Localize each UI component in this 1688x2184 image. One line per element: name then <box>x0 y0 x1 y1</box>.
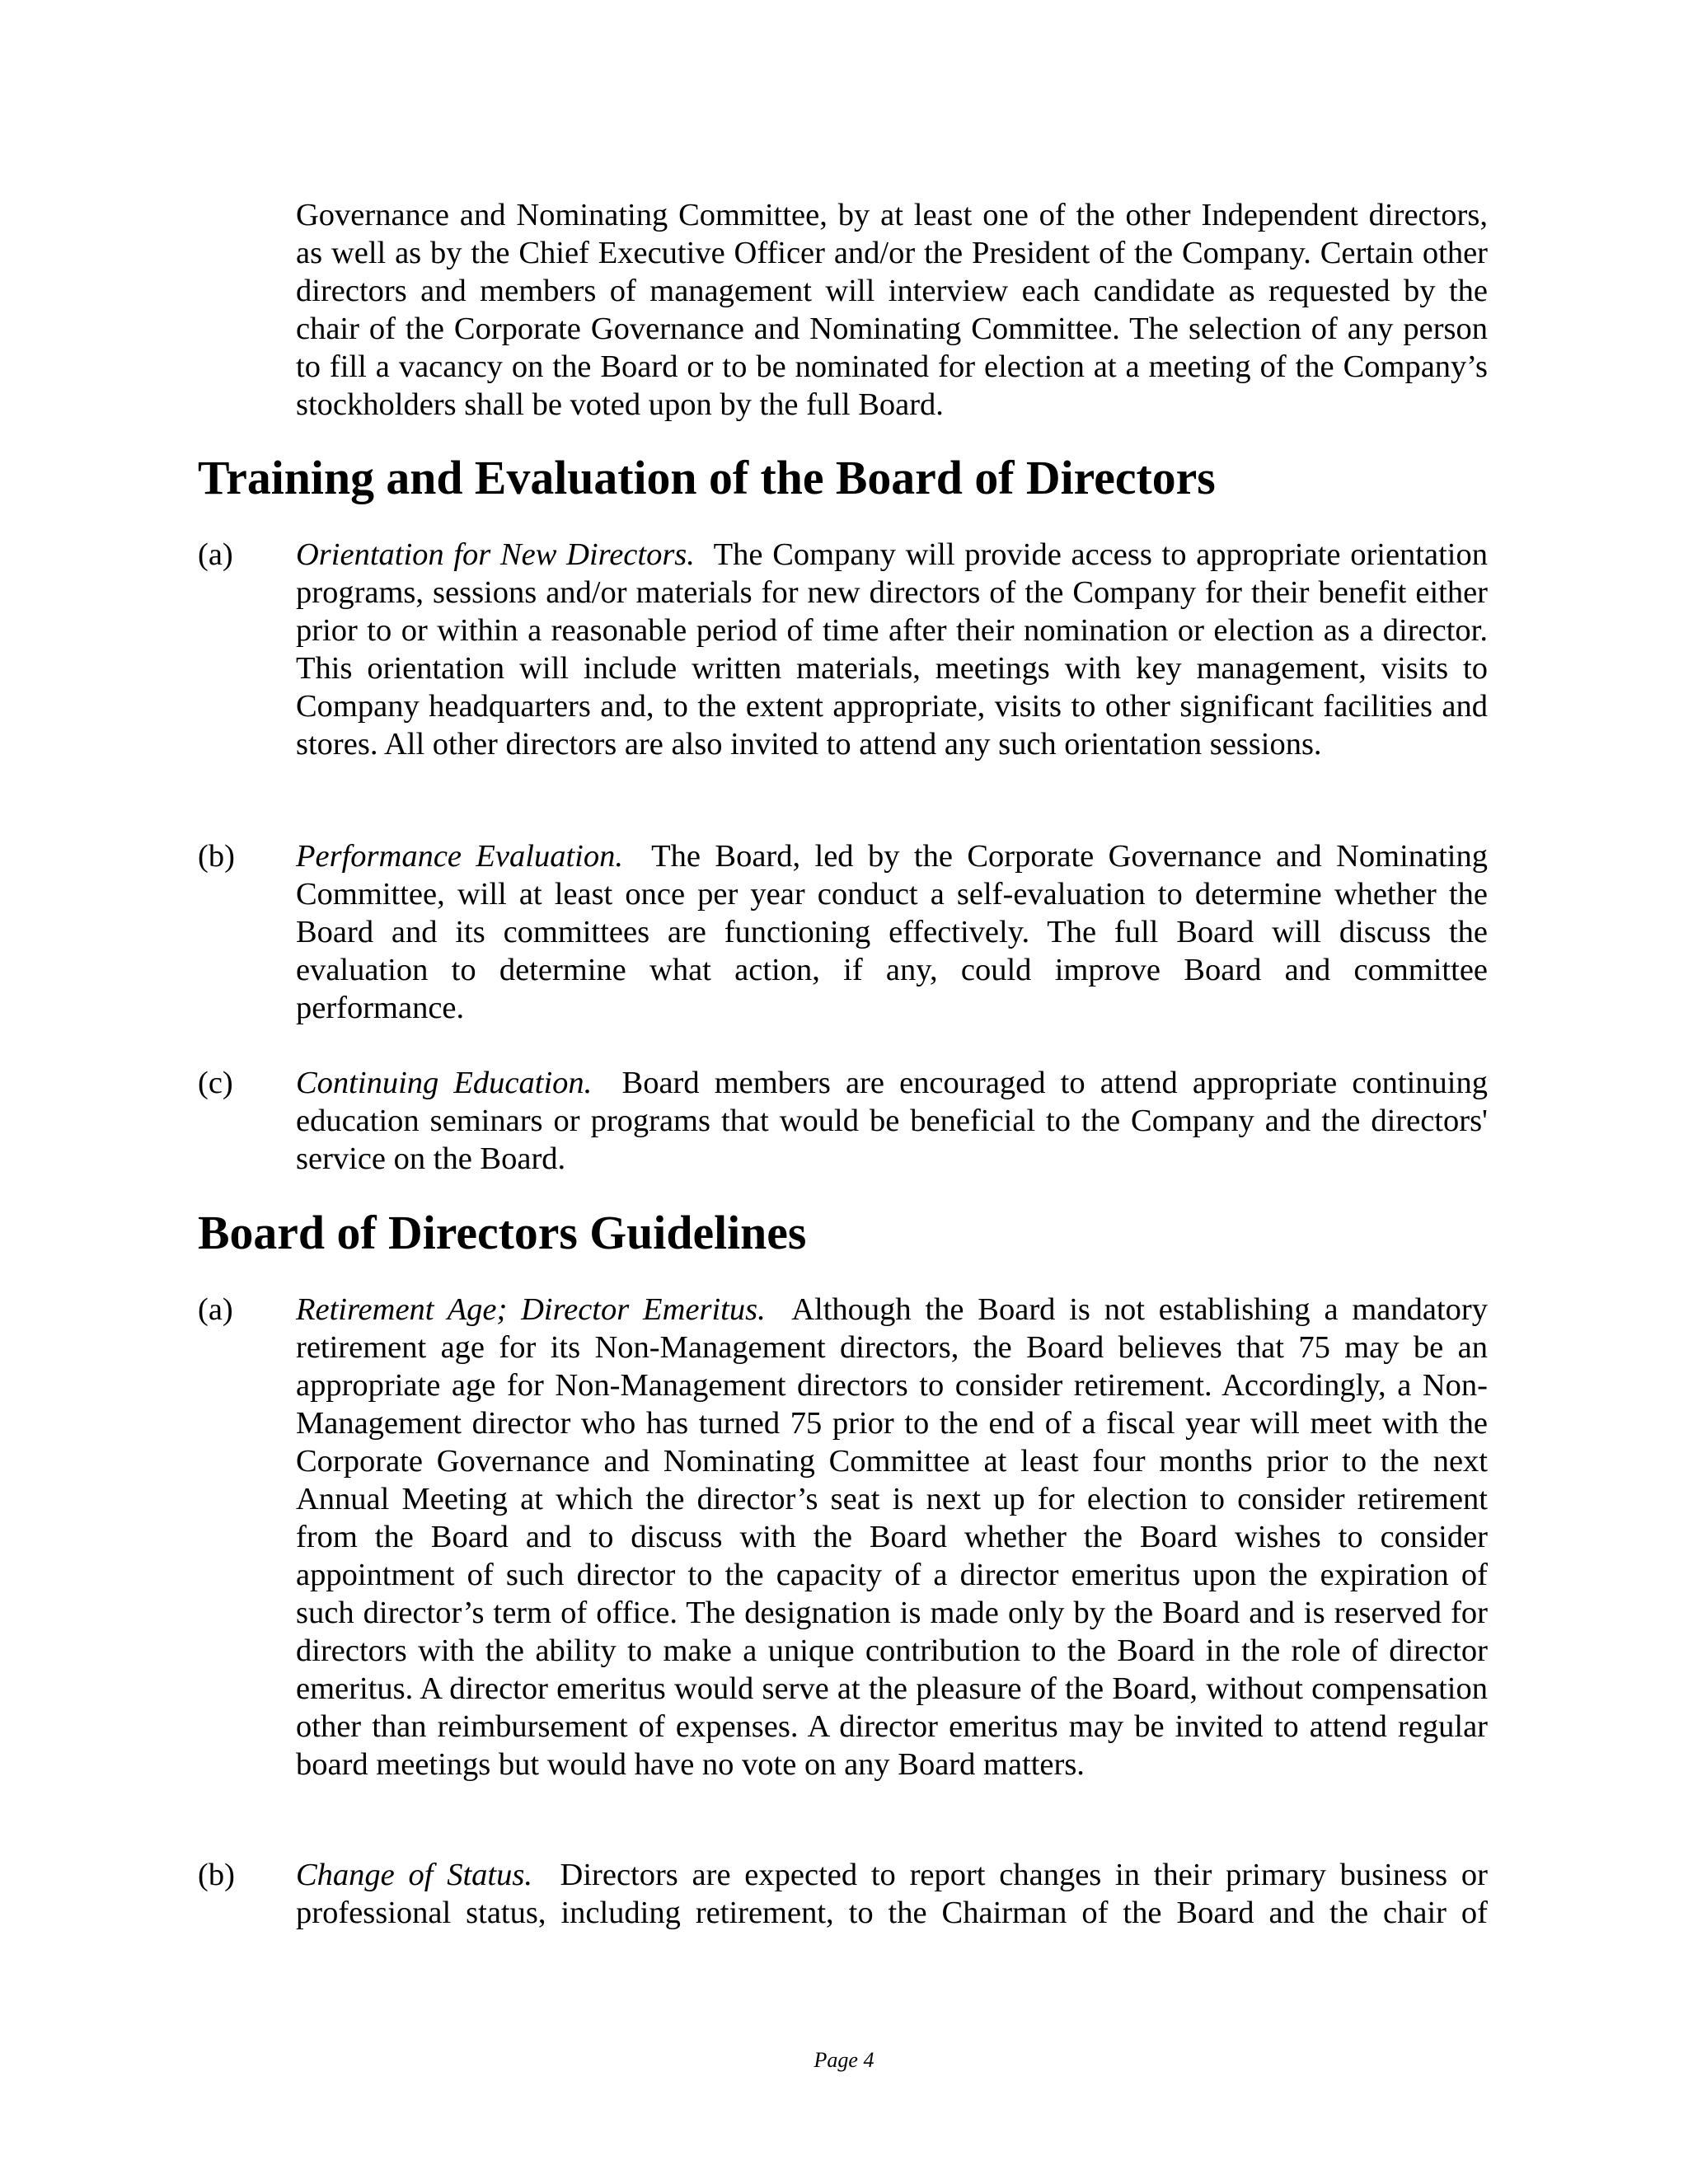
item-text: Although the Board is not establishing a mandatory retirement age for its Non-Management directors, the Board believes that 75 may be an appropriate age for Non-Management directors to consider retirement. Accordingly, a Non-Management director who has turned 75 prior to the end of a fiscal year will meet with the Corporate Governance and Nominating Committee at least four months prior to the next Annual Meeting at which the director’s seat is next up for election to consider retirement from the Board and to discuss with the Board whether the Board wishes to consider appointment of such director to the capacity of a director emeritus upon the expiration of such director’s term of office. The designation is made only by the Board and is reserved for directors with the ability to make a unique contribution to the Board in the role of director emeritus. A director emeritus would serve at the pleasure of the Board, without compensation other than reimbursement of expenses. A director emeritus may be invited to attend regular board meetings but would have no vote on any Board matters. <box>296 1292 1488 1782</box>
list-marker: (b) <box>198 839 235 874</box>
list-item-body <box>296 536 1488 763</box>
list-marker: (c) <box>198 1066 233 1100</box>
list-marker: (a) <box>198 537 233 572</box>
item-title: Orientation for New Directors. <box>296 537 695 572</box>
item-title: Change of Status. <box>296 1858 532 1892</box>
item-title: Continuing Education. <box>296 1066 593 1100</box>
section-heading-training: Training and Evaluation of the Board of Directors <box>198 452 1216 504</box>
item-title: Performance Evaluation. <box>296 839 623 874</box>
page-number: Page 4 <box>814 2048 874 2072</box>
item-text: Directors are expected to report changes in their primary business or professional status, including retirement, to the Chairman of the Board and the chair of <box>296 1858 1489 1930</box>
item-text: The Board, led by the Corporate Governance and Nominating Committee, will at least once per year conduct a self-evaluation to determine whether the Board and its committees are functioning effectively. The full Board will discuss the evaluation to determine what action, if any, could improve Board and committee performance. <box>296 839 1488 1025</box>
item-text: Board members are encouraged to attend appropriate continuing education seminars or programs that would be beneficial to the Company and the directors' service on the Board. <box>296 1066 1488 1176</box>
list-item-body <box>296 1291 1488 1783</box>
intro-paragraph: Governance and Nominating Committee, by at least one of the other Independent directors, as well as by the Chief Executive Officer and/or the President of the Company. Certain other directors and members of management will interview each candidate as requested by the chair of the Corporate Governance and Nominating Committee. The selection of any person to fill a vacancy on the Board or to be nominated for election at a meeting of the Company’s stockholders shall be voted upon by the full Board. <box>296 198 1488 422</box>
item-title: Retirement Age; Director Emeritus. <box>296 1292 766 1327</box>
list-marker: (b) <box>198 1858 235 1892</box>
list-marker: (a) <box>198 1292 233 1327</box>
item-text: The Company will provide access to appropriate orientation programs, sessions and/or materials for new directors of the Company for their benefit either prior to or within a reasonable period of time after their nomination or election as a director. This orientation will include written materials, meetings with key management, visits to Company headquarters and, to the extent appropriate, visits to other significant facilities and stores. All other directors are also invited to attend any such orientation sessions. <box>296 537 1488 762</box>
list-item-body <box>296 1064 1488 1178</box>
list-item-body <box>296 837 1488 1027</box>
section-heading-guidelines: Board of Directors Guidelines <box>198 1207 807 1259</box>
list-item-body <box>296 1856 1488 1932</box>
